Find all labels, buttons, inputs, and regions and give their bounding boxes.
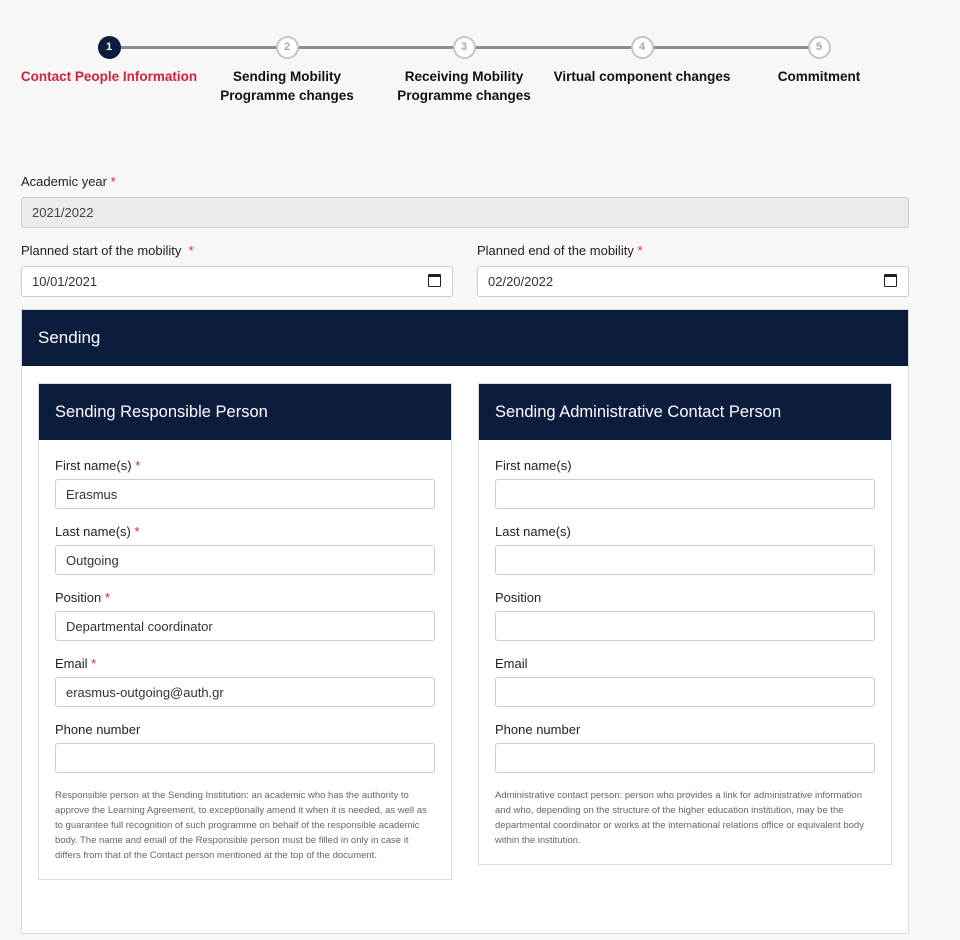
administrative-email-input[interactable] (495, 677, 875, 707)
step-label: Receiving Mobility Programme changes (397, 69, 531, 103)
calendar-icon[interactable] (884, 274, 897, 287)
step-number-badge: 2 (276, 36, 299, 59)
required-mark: * (110, 174, 116, 189)
step-sending-mobility[interactable] (212, 36, 362, 105)
academic-year-field (21, 174, 909, 228)
step-receiving-mobility[interactable] (389, 36, 539, 105)
administrative-contact-help-text: Administrative contact person: person who provides a link for administrative information and who, depending on the structure of the higher education institution, may be the departmental coordinator or works at the international relations office or equivalent body within the institution. (495, 790, 864, 846)
administrative-last-name-input[interactable] (495, 545, 875, 575)
responsible-first-name-input[interactable]: Erasmus (55, 479, 435, 509)
step-label: Sending Mobility Programme changes (220, 69, 354, 103)
step-label: Virtual component changes (553, 69, 731, 84)
step-label: Commitment (777, 69, 861, 84)
step-virtual-component[interactable] (552, 36, 732, 86)
sending-section-header: Sending (22, 310, 908, 366)
step-contact-people[interactable] (19, 36, 199, 86)
responsible-phone-input[interactable] (55, 743, 435, 773)
planned-start-field (21, 243, 453, 297)
first-name-label: First name(s) * (55, 458, 141, 473)
administrative-first-name-input[interactable] (495, 479, 875, 509)
administrative-phone-input[interactable] (495, 743, 875, 773)
responsible-position-input[interactable]: Departmental coordinator (55, 611, 435, 641)
planned-end-label: Planned end of the mobility * (477, 243, 643, 258)
email-label: Email (495, 656, 528, 671)
first-name-label: First name(s) (495, 458, 572, 473)
sending-section (21, 309, 909, 934)
step-number-badge: 4 (631, 36, 654, 59)
sending-administrative-contact-card (478, 383, 892, 865)
step-commitment[interactable] (729, 36, 909, 86)
last-name-label: Last name(s) * (55, 524, 140, 539)
progress-stepper (0, 36, 960, 116)
academic-year-input: 2021/2022 (21, 197, 909, 228)
step-number-badge: 5 (808, 36, 831, 59)
academic-year-label: Academic year * (21, 174, 116, 189)
email-label: Email * (55, 656, 97, 671)
position-label: Position (495, 590, 542, 605)
planned-start-date-input[interactable]: 10/01/2021 (21, 266, 453, 297)
planned-end-field (477, 243, 909, 297)
required-mark: * (637, 243, 643, 258)
sending-responsible-person-card (38, 383, 452, 880)
planned-end-date-input[interactable]: 02/20/2022 (477, 266, 909, 297)
required-mark: * (188, 243, 194, 258)
phone-number-label: Phone number (495, 722, 581, 737)
step-number-badge: 1 (98, 36, 121, 59)
administrative-position-input[interactable] (495, 611, 875, 641)
last-name-label: Last name(s) (495, 524, 571, 539)
responsible-card-header: Sending Responsible Person (39, 384, 451, 440)
administrative-card-header: Sending Administrative Contact Person (479, 384, 891, 440)
responsible-last-name-input[interactable]: Outgoing (55, 545, 435, 575)
responsible-email-input[interactable]: erasmus-outgoing@auth.gr (55, 677, 435, 707)
calendar-icon[interactable] (428, 274, 441, 287)
planned-start-label: Planned start of the mobility * (21, 243, 194, 258)
responsible-person-help-text: Responsible person at the Sending Institution: an academic who has the authority to approve the Learning Agreement, to exceptionally amend it when it is needed, as well as to guarantee full recognition of such programme on behalf of the responsible academic body. The name and email of the Responsible person must be filled in only in case it differs from that of the Contact person mentioned at the top of the document. (55, 790, 427, 861)
step-label: Contact People Information (20, 69, 198, 84)
position-label: Position * (55, 590, 110, 605)
step-number-badge: 3 (453, 36, 476, 59)
phone-number-label: Phone number (55, 722, 141, 737)
